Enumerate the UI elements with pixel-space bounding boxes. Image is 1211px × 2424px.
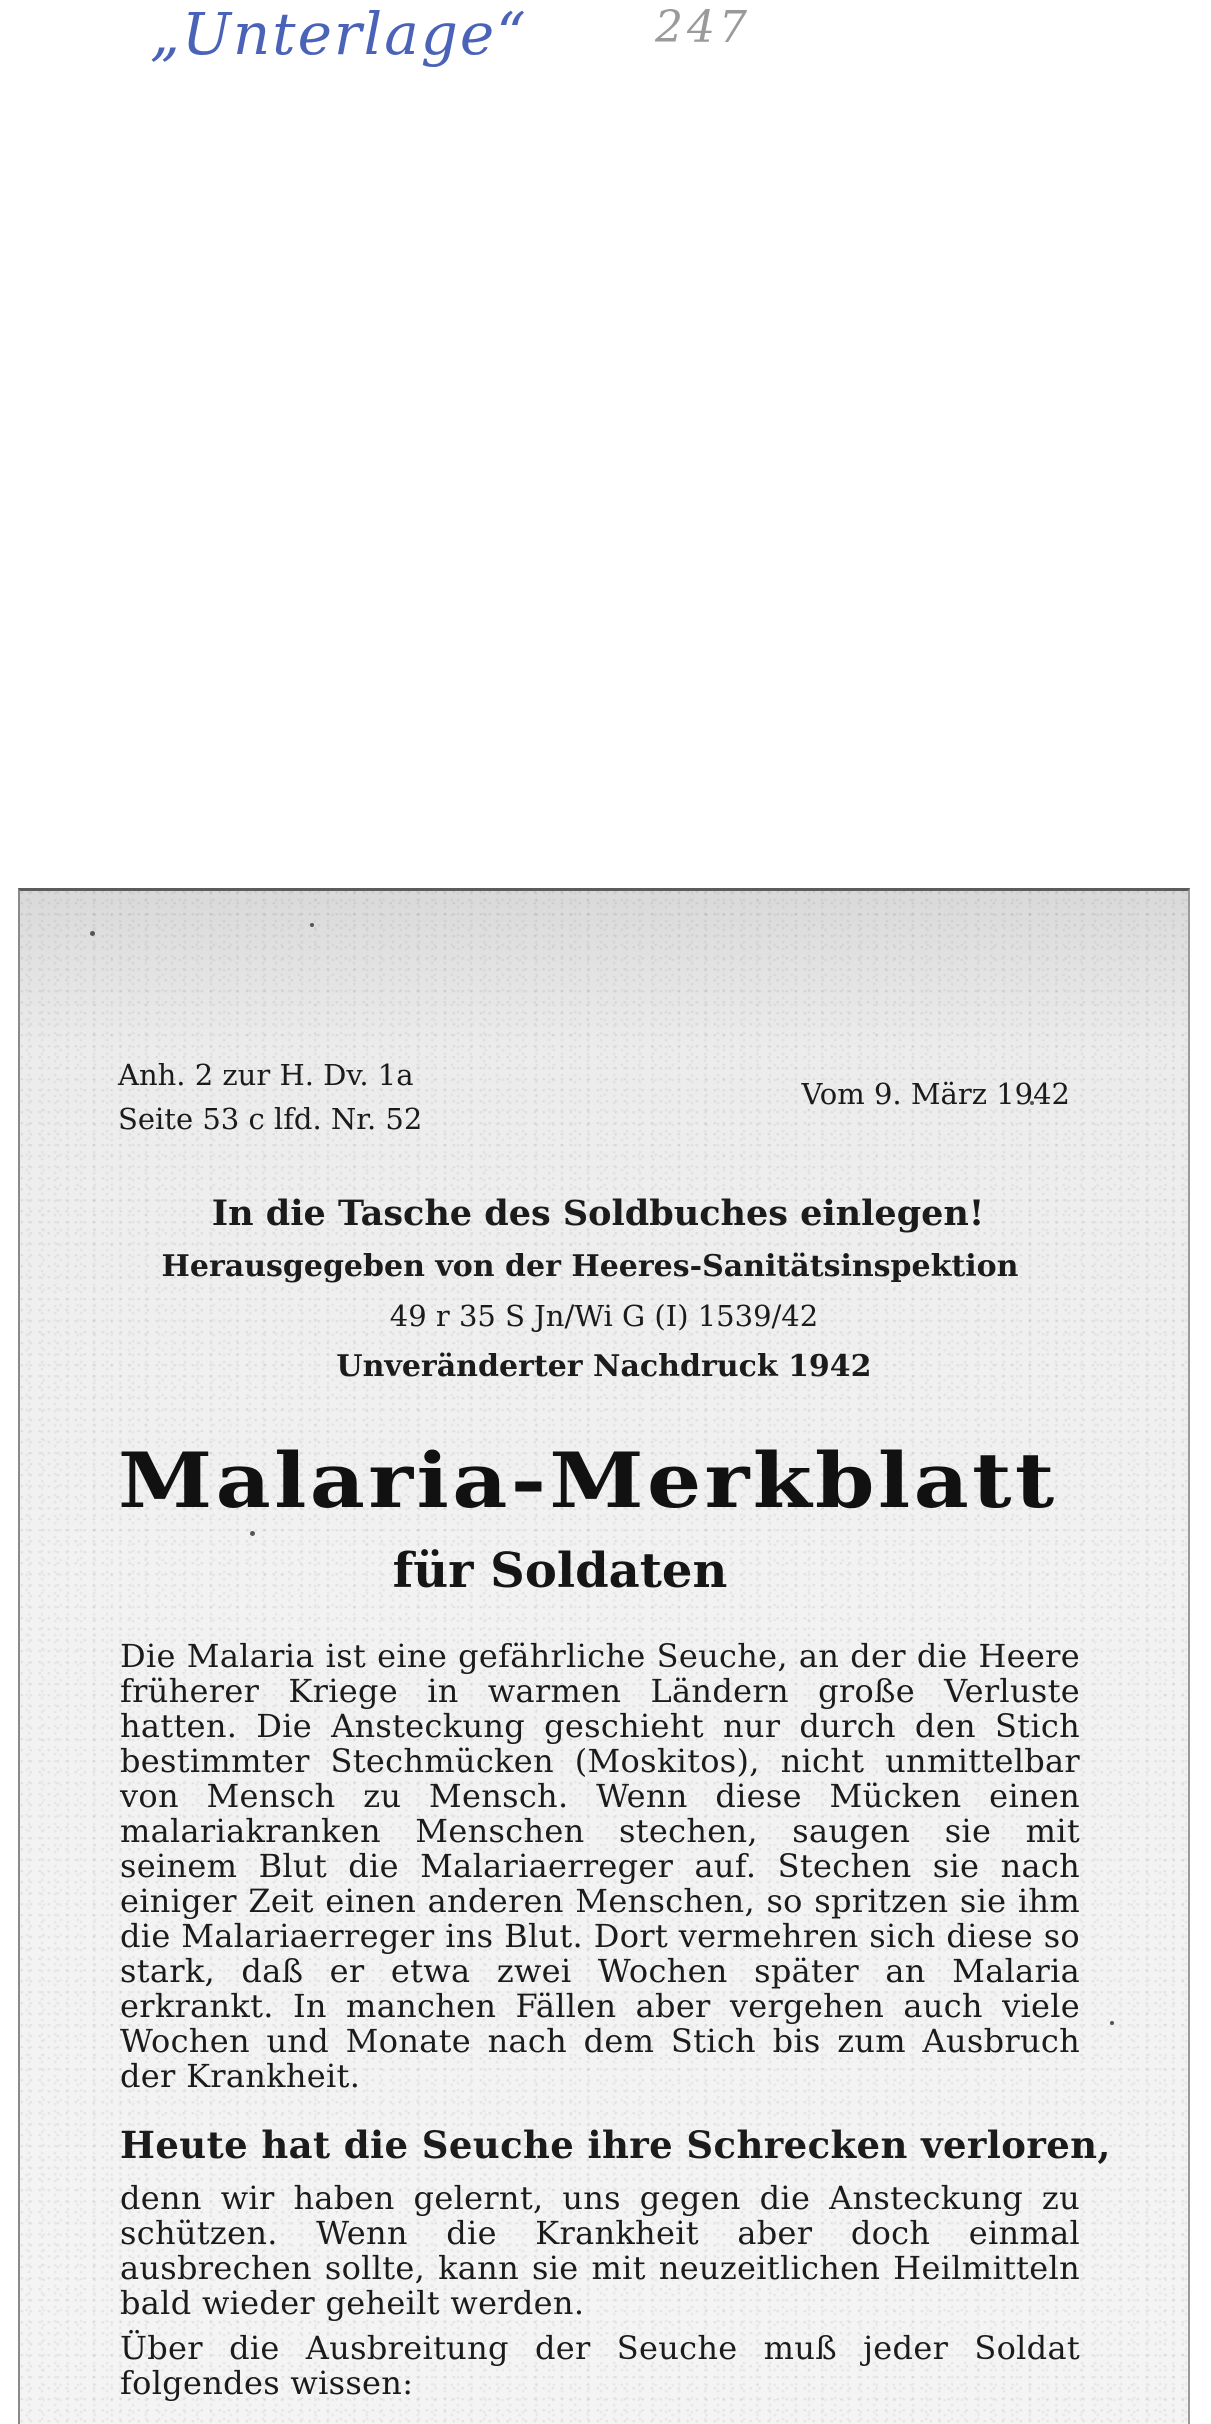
scan-speck (310, 923, 314, 927)
instruction-line: In die Tasche des Soldbuches einlegen! (211, 1193, 985, 1234)
issue-date: Vom 9. März 1942 (801, 1077, 1070, 1111)
intro-paragraph: Die Malaria ist eine gefährliche Seuche, an der die Heere früherer Kriege in warmen Ländern große Verluste hatten. Die Ansteckung geschieht nur durch den Stich bestimmter Stechmücken (Moskitos), nicht unmittelbar von Mensch zu Mensch. Wenn diese Mücken einen malariakranken Menschen stechen, saugen sie mit seinem Blut die Malariaerreger auf. Stechen sie nach einiger Zeit einen anderen Menschen, so spritzen sie ihm die Malariaerreger ins Blut. Dort vermehren sich diese so stark, daß er etwa zwei Wochen später an Malaria erkrankt. In manchen Fällen aber vergehen auch viele Wochen und Monate nach dem Stich bis zum Ausbruch der Krankheit. (120, 1637, 1080, 2095)
document-subtitle: für Soldaten (392, 1543, 728, 1599)
closing-paragraph: Über die Ausbreitung der Seuche muß jeder Soldat folgendes wissen: (120, 2329, 1080, 2402)
scan-speck (250, 1531, 255, 1536)
handwritten-note: „Unterlage“ (150, 0, 528, 68)
reprint-line: Unveränderter Nachdruck 1942 (336, 1349, 872, 1384)
order-number: 49 r 35 S Jn/Wi G (I) 1539/42 (389, 1299, 819, 1333)
scanned-sheet (18, 888, 1190, 2424)
regulation-line-2: Seite 53 c lfd. Nr. 52 (118, 1102, 423, 1136)
section-paragraph: denn wir haben gelernt, uns gegen die Ansteckung zu schützen. Wenn die Krankheit aber doch einmal ausbrechen sollte, kann sie mit neuzeitlichen Heilmitteln bald wieder geheilt werden. (120, 2179, 1080, 2322)
section-heading: Heute hat die Seuche ihre Schrecken verloren, (120, 2123, 1111, 2167)
document-title: Malaria-Merkblatt (118, 1436, 1058, 1525)
scan-speck (1110, 2021, 1114, 2025)
scan-speck (90, 931, 95, 936)
regulation-reference (118, 1053, 422, 1141)
handwritten-number: 247 (655, 2, 751, 53)
publisher-line: Herausgegeben von der Heeres-Sanitätsinspektion (161, 1249, 1019, 1284)
regulation-line-1: Anh. 2 zur H. Dv. 1a (118, 1058, 414, 1092)
